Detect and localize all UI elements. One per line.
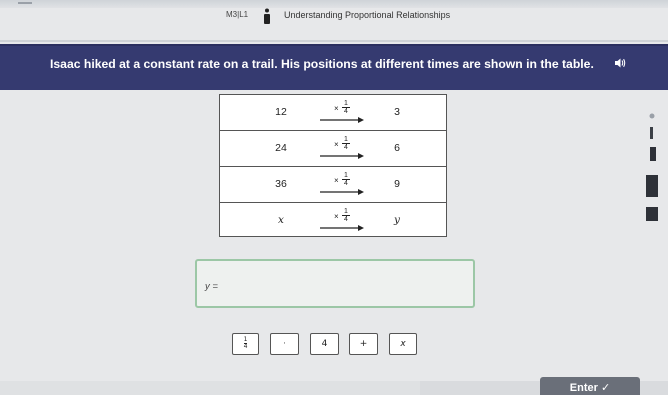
lesson-title: Understanding Proportional Relationships xyxy=(284,10,451,20)
key-fraction xyxy=(244,337,248,350)
prompt-text: Isaac hiked at a constant rate on a trail. His positions at different times are shown in the table. xyxy=(50,57,594,71)
table-cell-left: x xyxy=(278,214,284,226)
fraction-numerator: 1 xyxy=(344,100,348,107)
lesson-code: M3|L1 xyxy=(226,10,249,19)
top-strip xyxy=(0,0,668,8)
table-cell-right: 3 xyxy=(394,106,400,118)
table-cell-left: 36 xyxy=(275,178,287,190)
key-fraction-one-fourth[interactable] xyxy=(232,333,259,355)
table-row xyxy=(220,131,446,167)
table-row xyxy=(220,167,446,203)
fraction-numerator: 1 xyxy=(344,208,348,215)
multiply-operator xyxy=(320,97,364,125)
table-row xyxy=(220,203,446,238)
minimize-dash-icon[interactable] xyxy=(18,2,32,4)
key-fraction-denominator: 4 xyxy=(243,343,248,350)
answer-input[interactable] xyxy=(195,259,475,308)
times-sign: × xyxy=(334,212,339,221)
bottom-bar-shade xyxy=(0,381,420,395)
enter-button[interactable]: Enter ✓ xyxy=(540,377,640,395)
fraction xyxy=(342,136,350,151)
fraction-numerator: 1 xyxy=(344,172,348,179)
key-fraction-numerator: 1 xyxy=(243,336,248,343)
fraction-denominator: 4 xyxy=(344,180,348,187)
table-row xyxy=(220,95,446,131)
slider-widget[interactable] xyxy=(638,113,662,225)
key-four[interactable]: 4 xyxy=(310,333,339,355)
times-sign: × xyxy=(334,140,339,149)
fraction-denominator: 4 xyxy=(344,108,348,115)
multiply-operator xyxy=(320,133,364,161)
proportion-table xyxy=(219,94,447,237)
table-cell-left: 24 xyxy=(275,142,287,154)
times-sign: × xyxy=(334,176,339,185)
arrow-right-icon xyxy=(320,116,364,124)
arrow-right-icon xyxy=(320,152,364,160)
table-cell-left: 12 xyxy=(275,106,287,118)
table-cell-right: 9 xyxy=(394,178,400,190)
fraction-numerator: 1 xyxy=(344,136,348,143)
times-sign: × xyxy=(334,104,339,113)
fraction xyxy=(342,100,350,115)
fraction xyxy=(342,208,350,223)
key-multiply-dot[interactable]: · xyxy=(270,333,299,355)
fraction xyxy=(342,172,350,187)
key-x[interactable]: x xyxy=(389,333,417,355)
multiply-operator xyxy=(320,205,364,233)
person-icon xyxy=(263,8,271,24)
fraction-denominator: 4 xyxy=(344,216,348,223)
arrow-right-icon xyxy=(320,224,364,232)
arrow-right-icon xyxy=(320,188,364,196)
answer-label: y = xyxy=(205,281,218,292)
header-divider xyxy=(0,40,668,42)
fraction-denominator: 4 xyxy=(344,144,348,151)
speaker-icon[interactable] xyxy=(614,57,626,69)
multiply-operator xyxy=(320,169,364,197)
key-plus[interactable]: + xyxy=(349,333,378,355)
table-cell-right: 6 xyxy=(394,142,400,154)
table-cell-right: y xyxy=(394,214,400,226)
